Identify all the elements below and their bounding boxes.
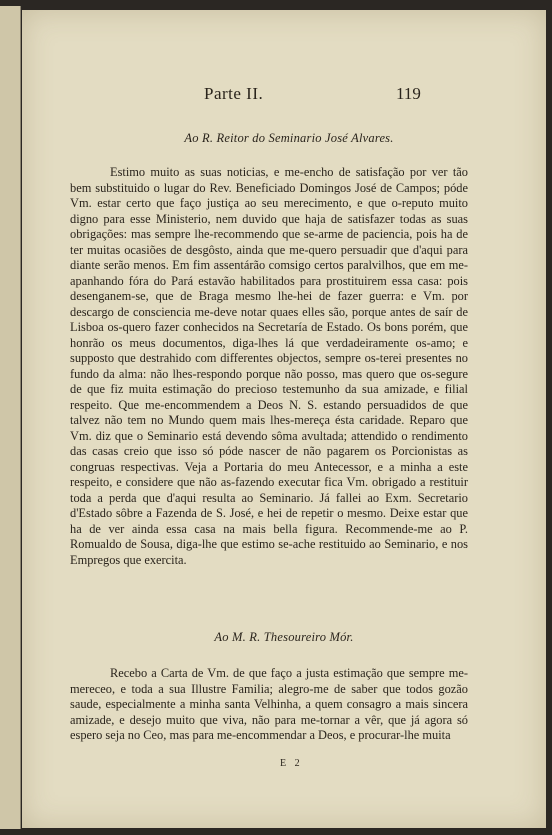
- page-number: 119: [396, 84, 421, 103]
- running-head: [22, 84, 546, 108]
- letter-heading: Ao M. R. Thesoureiro Mór.: [214, 630, 354, 644]
- book-page: [22, 10, 546, 828]
- previous-page-edge: [0, 6, 21, 829]
- letter-body: Recebo a Carta de Vm. de que faço a justa estimação que sempre me-mereceo, e toda a sua Illustre Familia; alegro-me de saber que todos gozão saude, especialmente a minha santa Velhinha, a quem consagro a mais sincera amizade, e desejo muito que viva, não para me-tornar a vêr, que já agora só espero seja no Ceo, mas para me-encommendar a Deos, e procurar-lhe muita: [70, 666, 468, 742]
- letter-heading: Ao R. Reitor do Seminario José Alvares.: [184, 131, 394, 145]
- section-title: Parte II.: [204, 84, 264, 103]
- signature-mark: E 2: [280, 758, 303, 769]
- letter-body: Estimo muito as suas noticias, e me-encho de satisfação por ver tão bem substituido o lugar do Rev. Beneficiado Domingos José de Campos; póde Vm. estar certo que faço justiça ao seu merecimento, e que o-reputo muito digno para esse Ministerio, nem duvido que haja de satisfazer todas as suas obrigações: mas sempre lhe-recommendo que se-arme de paciencia, pois ha de ter muitas ocasiões de desgôsto, ainda que me-quero persuadir que d'aqui para diante serão menos. Em fim assentárão comsigo certos paralvilhos, que em me-apanhando fóra do Pará estavão habilitados para prostituirem essa casa: pois desenganem-se, que de Braga mesmo lhe-hei de fazer guerra: e Vm. por descargo de consciencia me-deve notar quaes elles são, porque antes de saír de Lisboa os-quero fazer conhecidos na Secretaría de Estado. Os bons porém, que honrão os meus documentos, diga-lhes lá que verdadeiramente os-amo; e supposto que destrahido com differentes objectos, sempre os-terei presentes no fundo da alma: não lhes-respondo porque não posso, mas quero que os-segure de que fiz muita estimação do precioso testemunho da sua amizade, e filial respeito. Que me-encommendem a Deos N. S. estando persuadidos de que talvez não tem no Mundo quem mais lhes-mereça ésta caridade. Reparo que Vm. diz que o Seminario está devendo sôma avultada; attendido o rendimento das casas creio que isso só póde nascer de não pagarem os Porcionistas as congruas respectivas. Veja a Portaria do meu Antecessor, e a minha a este respeito, e considere que não as-fazendo executar fica Vm. obrigado a restituir toda a perda que d'aqui resulta ao Seminario. Já fallei ao Exm. Secretario d'Estado sôbre a Fazenda de S. José, e hei de repetir o mesmo. Deixe estar que ha de ver ainda essa casa na mais bella figura. Recommende-me ao P. Romualdo de Sousa, diga-lhe que estimo se-ache restituido ao Seminario, e nos Empregos que exercita.: [70, 165, 468, 567]
